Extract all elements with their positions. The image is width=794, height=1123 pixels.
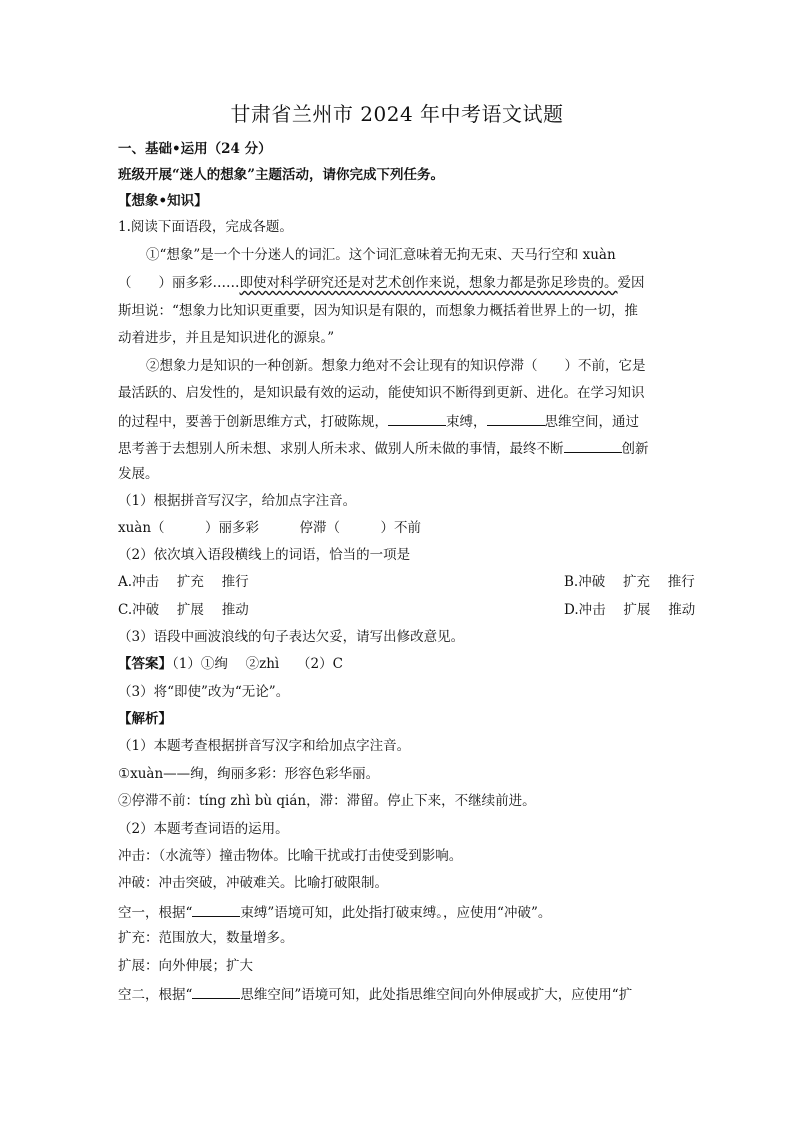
analysis-line-1: （1）本题考查根据拼音写汉字和给加点字注音。 (118, 738, 411, 754)
option-c: C.冲破 扩展 推动 (118, 602, 249, 618)
passage-p2-line2: 最活跃的、启发性的，是知识最有效的运动，能使知识不断得到更新、进化。在学习知识 (118, 385, 645, 401)
sub-question-1-fill: xuàn（ ）丽多彩 停滞（ ）不前 (118, 520, 422, 536)
analysis-line-9: 扩展：向外伸展；扩大 (118, 958, 253, 974)
passage-p1-line2: （ ）丽多彩……即使对科学研究还是对艺术创作来说，想象力都是弥足珍贵的。爱因 (118, 275, 645, 291)
analysis-line-4: （2）本题考查词语的运用。 (118, 821, 289, 837)
document-title: 甘肃省兰州市 2024 年中考语文试题 (230, 102, 564, 126)
activity-intro: 班级开展“迷人的想象”主题活动，请你完成下列任务。 (118, 167, 445, 183)
options-row-1 (118, 573, 695, 591)
option-d: D.冲击 扩展 推动 (564, 602, 696, 618)
sub-question-1: （1）根据拼音写汉字，给加点字注音。 (118, 493, 357, 509)
passage-p2-line5: 发展。 (118, 466, 159, 482)
wavy-sentence: 即使对科学研究还是对艺术创作来说，想象力都是弥足珍贵的。 (239, 275, 618, 291)
analysis-line-8: 扩充：范围放大，数量增多。 (118, 930, 294, 946)
analysis-label: 【解析】 (118, 711, 172, 727)
sub-question-3: （3）语段中画波浪线的句子表达欠妥，请写出修改意见。 (118, 629, 465, 645)
blank-3 (564, 438, 622, 453)
task-subhead: 【想象•知识】 (118, 193, 208, 209)
analysis-line-3: ②停滞不前：tíng zhì bù qián，滞：滞留。停止下来，不继续前进。 (118, 793, 536, 809)
passage-p2-line4: 思考善于去想别人所未想、求别人所未求、做别人所未做的事情，最终不断 创新 (118, 438, 678, 458)
answer-text: （1）①绚 ②zhì （2）C (172, 656, 343, 672)
option-a: A.冲击 扩充 推行 (118, 574, 249, 590)
passage-p1-line1: ①“想象”是一个十分迷人的词汇。这个词汇意味着无拘无束、天马行空和 xuàn (146, 247, 616, 263)
analysis-line-6: 冲破：冲击突破，冲破难关。比喻打破限制。 (118, 875, 388, 891)
answer-line-2: （3）将“即使”改为“无论”。 (118, 684, 290, 700)
answer-label: 【答案】 (118, 656, 172, 672)
analysis-line-10: 空二，根据“ 思维空间”语境可知，此处指思维空间向外伸展或扩大，应使用“扩 (118, 984, 678, 1004)
passage-p1-line4: 动着进步，并且是知识进化的源泉。” (118, 330, 335, 346)
analysis-line-2: ①xuàn——绚，绚丽多彩：形容色彩华丽。 (118, 766, 380, 782)
sub-question-2: （2）依次填入语段横线上的词语，恰当的一项是 (118, 547, 411, 563)
answer-line (118, 655, 678, 673)
section-heading: 一、基础•运用（24 分） (118, 141, 272, 157)
blank-1 (388, 411, 446, 426)
blank-ref-1 (192, 902, 240, 917)
blank-2 (487, 411, 545, 426)
option-b: B.冲破 扩充 推行 (564, 574, 695, 590)
blank-ref-2 (192, 984, 240, 999)
passage-p1-line3: 斯坦说：“想象力比知识更重要，因为知识是有限的，而想象力概括着世界上的一切，推 (118, 303, 638, 319)
analysis-line-5: 冲击：（水流等）撞击物体。比喻干扰或打击使受到影响。 (118, 848, 463, 864)
question-1: 1.阅读下面语段，完成各题。 (118, 219, 293, 235)
passage-p2-line3: 的过程中，要善于创新思维方式，打破陈规， 束缚， 思维空间，通过 (118, 411, 678, 431)
passage-p2-line1: ②想象力是知识的一种创新。想象力绝对不会让现有的知识停滞（ ）不前，它是 (146, 358, 646, 374)
options-row-2 (118, 601, 696, 619)
analysis-line-7: 空一，根据“ 束缚”语境可知，此处指打破束缚。，应使用“冲破”。 (118, 902, 678, 922)
